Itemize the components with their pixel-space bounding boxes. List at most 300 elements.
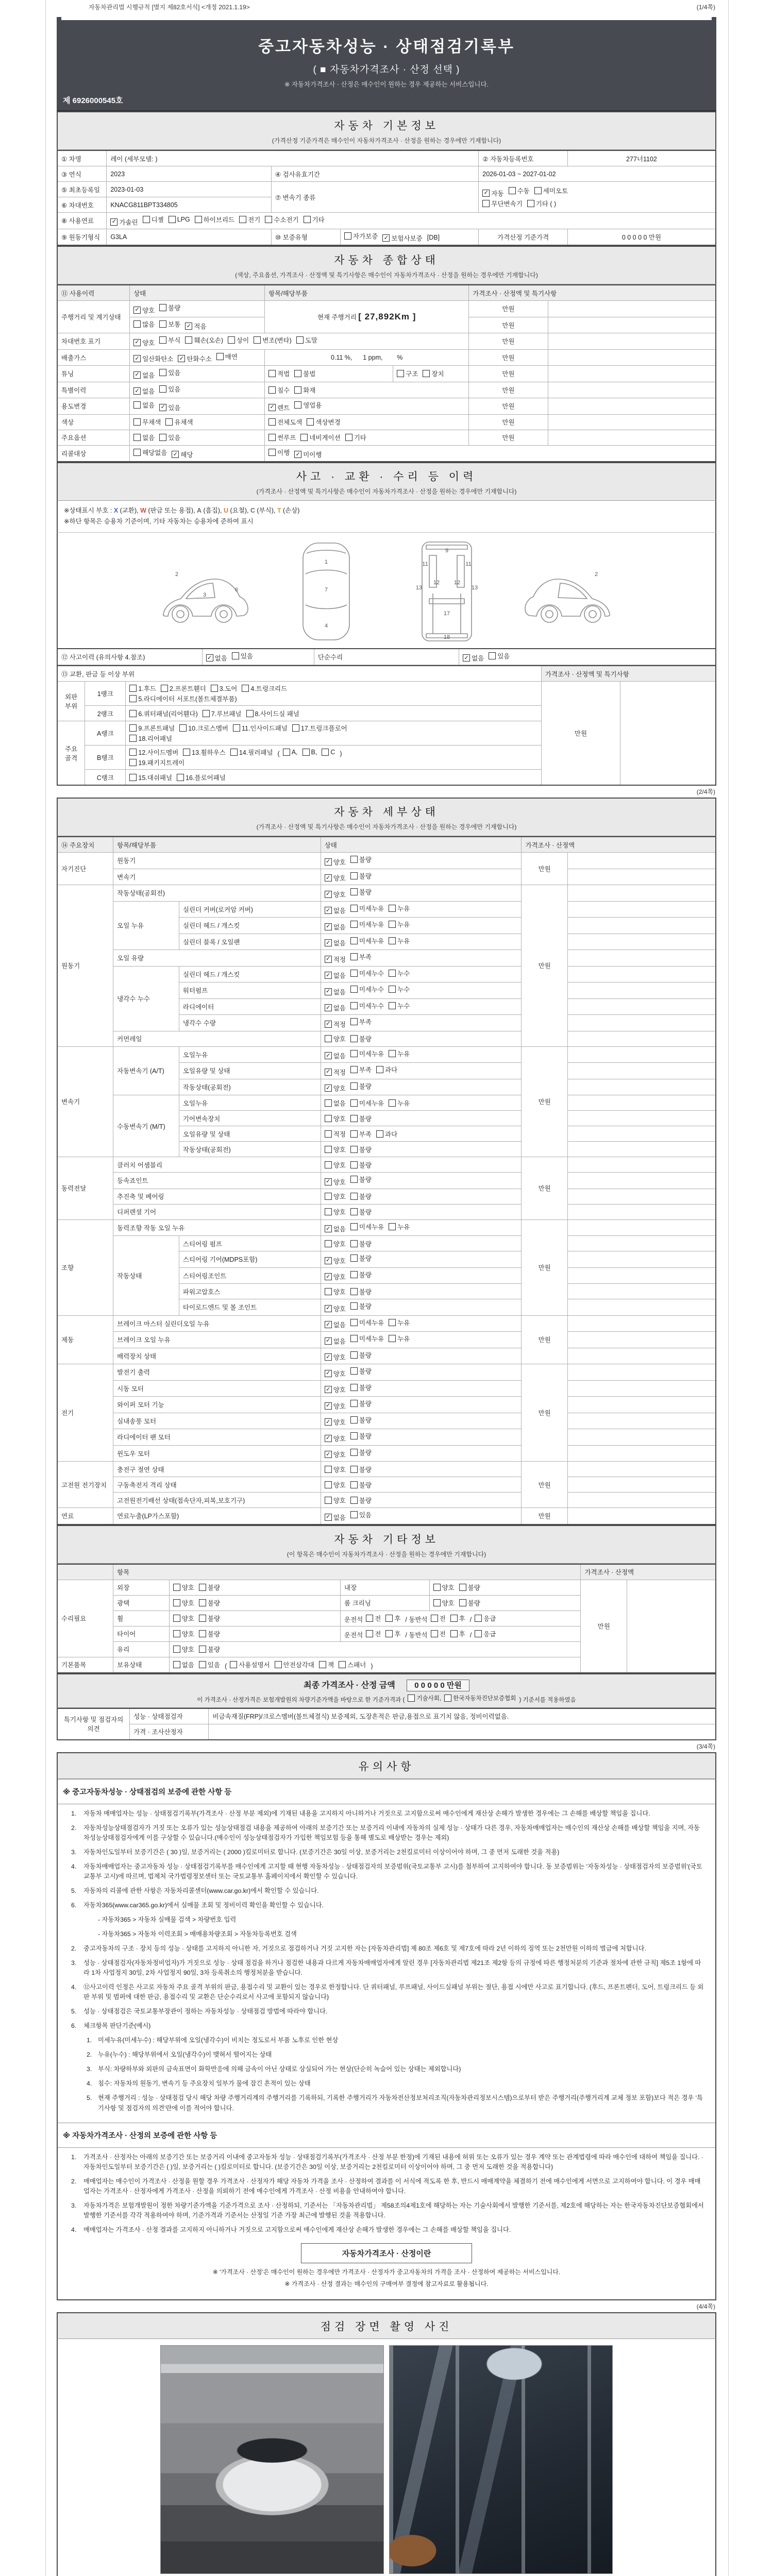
cell-text: 제동: [61, 1336, 74, 1344]
checkbox-label: 과다: [385, 1130, 398, 1138]
checkbox-미세누수[interactable]: [350, 969, 384, 978]
checkbox-없음[interactable]: [325, 971, 346, 980]
checkbox-기타 ( )[interactable]: [527, 199, 556, 208]
checkbox-누유[interactable]: [389, 1222, 410, 1231]
checkbox-불량[interactable]: [199, 1629, 220, 1638]
checkbox-label: 적음: [194, 323, 207, 330]
checkbox-불량[interactable]: [350, 1114, 372, 1123]
checkbox-불량[interactable]: [350, 1145, 372, 1154]
checkbox-label: 누유: [397, 921, 410, 928]
remark-cell: [567, 1173, 716, 1189]
checkbox-부족[interactable]: [350, 1017, 372, 1026]
paragraph-text: 가격조사 · 산정자는 아래의 보증기간 또는 보증거리 이내에 중고자동차 성능 · 상태점검기록부(가격조사 · 산정 부분 한정)에 기재된 내용에 허위 또는 오류가 있는 경우 계약 또는 관계법령에 따라 매수인에 대하여 책임을 집니다. · 자동차인도일부터 보증기간은 ( )일, 보증거리는 ( )킬로미터로 합니다. (보증기간은 30일 이상, 보증거리는 2천킬로미터 이상이어야 하며, 그 중 먼저 도래한 것을 적용합니다): [83, 2153, 703, 2171]
checkbox-해당없음[interactable]: [133, 448, 167, 457]
checkbox-불량[interactable]: [350, 1160, 372, 1170]
checkbox-누유[interactable]: [389, 1049, 410, 1058]
checkbox-누유[interactable]: [389, 1098, 410, 1108]
checkbox-불량[interactable]: [159, 303, 180, 312]
checkbox-응급[interactable]: [475, 1614, 496, 1623]
checkbox-7.루브패널[interactable]: [203, 709, 242, 718]
checkbox-cell: [321, 1284, 522, 1299]
checkbox-cell: [130, 366, 265, 382]
checkbox-누유[interactable]: [389, 904, 410, 913]
checkbox-미세누유[interactable]: [350, 1318, 384, 1327]
checkbox-자동[interactable]: [482, 189, 503, 198]
checkbox-후[interactable]: [385, 1614, 400, 1623]
checkbox-불량[interactable]: [350, 1034, 372, 1043]
checkbox-불량[interactable]: [199, 1598, 220, 1607]
checkbox-적정[interactable]: [325, 1067, 346, 1077]
label-cell: [113, 1580, 170, 1595]
checkbox-탄화수소[interactable]: [178, 354, 211, 363]
checkbox-없음[interactable]: [325, 987, 346, 996]
checkbox-있음[interactable]: [232, 651, 253, 660]
checkbox-기타[interactable]: [345, 433, 366, 442]
checkbox-불량[interactable]: [350, 855, 372, 864]
final-price-value: 0 0 0 0 0 만원: [407, 1680, 469, 1691]
checkbox-전[interactable]: [431, 1614, 446, 1623]
checkbox-수소전기[interactable]: [265, 215, 298, 224]
checkbox-양호[interactable]: [325, 1304, 346, 1313]
checkbox-불량[interactable]: [350, 1253, 372, 1263]
unchecked-box-icon: [232, 652, 239, 659]
checkbox-응급[interactable]: [475, 1629, 496, 1638]
checkbox-1.후드[interactable]: [129, 684, 156, 693]
checkbox-label: 1.후드: [138, 685, 156, 692]
checkbox-디젤[interactable]: [143, 215, 164, 224]
checkbox-미세누유[interactable]: [350, 1098, 384, 1108]
checkbox-하이브리드[interactable]: [195, 215, 234, 224]
checkbox-없음[interactable]: [325, 1320, 346, 1329]
checkbox-양호[interactable]: [325, 1480, 346, 1489]
checkbox-미세누유[interactable]: [350, 904, 384, 913]
cell-text: 원동기: [117, 857, 136, 865]
checkbox-가솔린[interactable]: [110, 217, 138, 227]
cell-text: 기어변속장치: [182, 1115, 221, 1123]
checkbox-자가보증[interactable]: [344, 231, 378, 241]
checkbox-전[interactable]: [366, 1614, 381, 1623]
cell-text: 연료: [61, 1513, 74, 1520]
checkbox-cell: [321, 1299, 522, 1316]
car-view-side-right: [516, 537, 619, 646]
checkbox-불량[interactable]: [350, 1207, 372, 1216]
checkbox-있음[interactable]: [159, 403, 180, 412]
checkbox-있음[interactable]: [159, 433, 180, 442]
value-cell: [113, 1564, 581, 1580]
checkbox-적정[interactable]: [325, 955, 346, 964]
paragraph-text: 자동차인도일부터 보증기간은 ( 30 )일, 보증거리는 ( 2000 )킬로미터로 합니다. (보증기간은 30일 이상, 보증거리는 2천킬로미터 이상이어야 하며, 그 중 먼저 도래한 것을 적용): [83, 1848, 560, 1856]
checkbox-영업용[interactable]: [294, 400, 322, 410]
checkbox-변조(변타)[interactable]: [254, 335, 292, 345]
checkbox-양호[interactable]: [325, 1160, 346, 1170]
checkbox-과다[interactable]: [376, 1129, 397, 1139]
checkbox-불량[interactable]: [199, 1614, 220, 1623]
inline-text: / 동반석: [405, 1631, 428, 1639]
checkbox-불량[interactable]: [350, 1192, 372, 1201]
checkbox-양호[interactable]: [325, 1239, 346, 1248]
checkbox-불량[interactable]: [350, 1175, 372, 1184]
checkbox-cell: [321, 1251, 522, 1268]
checkbox-장치[interactable]: [423, 369, 444, 378]
checkbox-label: 누유: [397, 937, 410, 945]
checkbox-전기[interactable]: [239, 215, 260, 224]
notice-paragraph: [71, 1958, 705, 1978]
checkbox-4.트렁크리드[interactable]: [242, 684, 287, 693]
checkbox-없음[interactable]: [463, 653, 484, 663]
checkbox-불량[interactable]: [350, 1239, 372, 1248]
checkbox-6.쿼터패널(리어휀다)[interactable]: [129, 709, 197, 718]
unchecked-box-icon: [350, 1176, 358, 1183]
checkbox-15.대쉬패널[interactable]: [129, 773, 172, 782]
checkbox-불량[interactable]: [350, 1448, 372, 1457]
checkbox-2.프론트휀더[interactable]: [161, 684, 206, 693]
unchecked-box-icon: [294, 370, 301, 377]
checked-box-icon: ✓: [325, 858, 332, 866]
checkbox-label: 후: [459, 1630, 465, 1638]
checkbox-보험사보증[interactable]: [382, 233, 422, 243]
unchecked-box-icon: [389, 921, 396, 928]
checkbox-불량[interactable]: [350, 1287, 372, 1296]
checkbox-14.필러패널[interactable]: [230, 748, 273, 757]
checkbox-누유[interactable]: [389, 1334, 410, 1343]
checkbox-양호[interactable]: [133, 338, 155, 347]
checkbox-없음[interactable]: [325, 1003, 346, 1012]
checkbox-미세누유[interactable]: [350, 1222, 384, 1231]
unchecked-box-icon: [450, 1630, 458, 1637]
checkbox-적정[interactable]: [325, 1129, 346, 1139]
cell-text: ⑪ 사용이력: [61, 290, 95, 297]
inline-text: /: [469, 1631, 472, 1639]
checkbox-양호[interactable]: [325, 1434, 346, 1443]
checkbox-양호[interactable]: [325, 1256, 346, 1265]
checkbox-없음[interactable]: [325, 1513, 346, 1522]
cell-text: 차대번호 표기: [61, 338, 100, 346]
checkbox-양호[interactable]: [325, 857, 346, 867]
table-row: [57, 1708, 716, 1724]
checkbox-적법[interactable]: [268, 369, 290, 378]
odometer: [265, 301, 469, 333]
checkbox-label: 불량: [359, 1481, 372, 1489]
checkbox-전[interactable]: [366, 1629, 381, 1638]
section-title: 유의사항: [358, 1760, 415, 1773]
remark-cell: [567, 1477, 716, 1493]
checkbox-없음[interactable]: [325, 1051, 346, 1060]
checkbox-부식[interactable]: [159, 335, 180, 345]
checkbox-매연[interactable]: [216, 352, 238, 361]
checkbox-누수[interactable]: [389, 985, 410, 994]
cell-text: 항목/해당부품: [117, 841, 157, 849]
checkbox-화재[interactable]: [294, 385, 315, 395]
checkbox-양호[interactable]: [133, 306, 155, 315]
checkbox-양호[interactable]: [325, 1034, 346, 1043]
unchecked-box-icon: [350, 1255, 358, 1262]
checkbox-유채색[interactable]: [165, 417, 193, 427]
checkbox-있음[interactable]: [199, 1660, 220, 1669]
checkbox-미세누유[interactable]: [350, 1049, 384, 1058]
paragraph-number: 1.: [71, 1809, 77, 1817]
checkbox-기타[interactable]: [304, 215, 325, 224]
accident-history: [202, 649, 314, 665]
checkbox-훼손(오손)[interactable]: [185, 335, 223, 345]
checkbox-label: 양호: [333, 1451, 346, 1459]
checkbox-기술사회,[interactable]: [408, 1694, 441, 1702]
checkbox-양호[interactable]: [325, 1114, 346, 1123]
checkbox-한국자동차진단보증협회[interactable]: [444, 1694, 516, 1702]
checkbox-양호[interactable]: [325, 1272, 346, 1281]
checkbox-없음[interactable]: [325, 922, 346, 931]
checkbox-양호[interactable]: [433, 1598, 455, 1607]
checkbox-cell: [265, 445, 716, 462]
unchecked-box-icon: [509, 187, 516, 194]
remark-cell: [567, 1095, 716, 1111]
checkbox-부족[interactable]: [350, 1129, 372, 1139]
checkbox-없음[interactable]: [325, 938, 346, 947]
checkbox-전[interactable]: [431, 1629, 446, 1638]
checkbox-있음[interactable]: [350, 1510, 372, 1519]
checkbox-양호[interactable]: [325, 1465, 346, 1474]
checkbox-양호[interactable]: [325, 1207, 346, 1216]
checkbox-일산화탄소[interactable]: [133, 354, 173, 363]
checkbox-label: 불량: [359, 856, 372, 863]
cell-text: 유리: [117, 1646, 130, 1653]
checkbox-양호[interactable]: [325, 873, 346, 883]
remark-cell: [567, 1413, 716, 1429]
checkbox-불량[interactable]: [350, 1480, 372, 1489]
checkbox-불량[interactable]: [350, 871, 372, 880]
checkbox-후[interactable]: [385, 1629, 400, 1638]
checkbox-보통[interactable]: [159, 319, 180, 329]
checkbox-불량[interactable]: [350, 1465, 372, 1474]
checkbox-양호[interactable]: [325, 1369, 346, 1378]
checkbox-label: B,: [311, 749, 317, 756]
checkbox-양호[interactable]: [325, 1385, 346, 1394]
checkbox-적음[interactable]: [185, 321, 206, 331]
checkbox-불량[interactable]: [350, 1399, 372, 1408]
checkbox-미세누유[interactable]: [350, 920, 384, 929]
checkbox-무단변속기[interactable]: [482, 199, 522, 208]
checkbox-미세누유[interactable]: [350, 936, 384, 945]
checkbox-과다[interactable]: [376, 1065, 397, 1074]
checkbox-12.사이드멤버[interactable]: [129, 748, 178, 757]
paragraph-text: 매매업자는 매수인이 가격조사 · 산정을 원할 경우 가격조사 · 산정자가 해당 자동차 가격을 조사 · 산정하여 결과를 이 서식에 적도록 한 후, 반드시 매매계약을 체결하기 전에 매수인에게 서면으로 고지하여야 합니다. 이 경우 매매업자는 가격조사 · 산정자에게 가격조사 · 산정을 의뢰하기 전에 매수인에게 가격조사 · 산정 비용을 안내하여야 합니다.: [83, 2177, 701, 2195]
checkbox-없음[interactable]: [325, 1098, 346, 1108]
checkbox-양호[interactable]: [173, 1629, 194, 1638]
checkbox-C[interactable]: [322, 749, 335, 756]
checkbox-양호[interactable]: [325, 1287, 346, 1296]
cell-text: 오일누유: [182, 1051, 208, 1059]
checkbox-A,[interactable]: [283, 749, 298, 756]
unchecked-box-icon: [268, 418, 276, 426]
checkbox-전체도색[interactable]: [268, 417, 302, 427]
checkbox-label: 미세누유: [359, 1223, 384, 1231]
checkbox-양호[interactable]: [325, 890, 346, 899]
checkbox-양호[interactable]: [173, 1598, 194, 1607]
checkbox-없음[interactable]: [133, 433, 155, 442]
checkbox-해당[interactable]: [172, 450, 193, 459]
checkbox-LPG[interactable]: [169, 216, 190, 223]
checkbox-불량[interactable]: [350, 1431, 372, 1440]
checkbox-후[interactable]: [450, 1614, 465, 1623]
checkbox-8.사이드실 패널[interactable]: [246, 709, 299, 718]
checkbox-색상변경[interactable]: [307, 417, 340, 427]
label-cell: [57, 182, 107, 197]
cell-text: 작동상태(공회전): [182, 1146, 231, 1154]
checkbox-불량[interactable]: [350, 1366, 372, 1376]
checkbox-11.인사이드패널[interactable]: [233, 723, 288, 733]
checkbox-양호[interactable]: [325, 1352, 346, 1362]
checkbox-B,[interactable]: [303, 749, 317, 756]
cell-text: 만원: [538, 1481, 551, 1489]
checkbox-불량[interactable]: [350, 1301, 372, 1311]
checkbox-후[interactable]: [450, 1629, 465, 1638]
checkbox-누유[interactable]: [389, 1318, 410, 1327]
checkbox-18.리어패널[interactable]: [129, 734, 172, 743]
checkbox-없음[interactable]: [325, 1336, 346, 1346]
checkbox-10.크로스멤버[interactable]: [179, 723, 228, 733]
checkbox-불량[interactable]: [350, 1081, 372, 1091]
checkbox-양호[interactable]: [325, 1177, 346, 1187]
notice-paragraph: [71, 1823, 705, 1843]
checkbox-양호[interactable]: [325, 1496, 346, 1505]
checkbox-수동[interactable]: [509, 186, 530, 195]
checkbox-양호[interactable]: [325, 1145, 346, 1154]
value-cell: [179, 1079, 321, 1095]
checkbox-없음[interactable]: [133, 400, 155, 410]
checkbox-양호[interactable]: [173, 1645, 194, 1654]
checkbox-도말[interactable]: [296, 335, 317, 345]
checkbox-부족[interactable]: [350, 952, 372, 961]
page-number: (2/4쪽): [696, 788, 715, 795]
checkbox-적정[interactable]: [325, 1020, 346, 1029]
checkbox-미세누수[interactable]: [350, 1001, 384, 1010]
checkbox-미이행[interactable]: [294, 450, 322, 459]
checkbox-안전삼각대[interactable]: [275, 1660, 314, 1669]
checkbox-5.라디에이터 서포트(볼트체결부품)[interactable]: [129, 694, 237, 703]
checkbox-label: 양호: [333, 1435, 346, 1443]
checkbox-없음[interactable]: [173, 1660, 194, 1669]
checkbox-불량[interactable]: [199, 1645, 220, 1654]
checkbox-미세누수[interactable]: [350, 985, 384, 994]
paragraph-text: 부식: 차량하부와 외판의 금속표면이 화학반응에 의해 금속이 아닌 상태로 상실되어 가는 현상(단순히 녹슬어 있는 상태는 제외합니다): [98, 2065, 461, 2073]
unchecked-box-icon: [350, 1035, 358, 1042]
checkbox-9.프론트패널[interactable]: [129, 723, 175, 733]
checkbox-양호[interactable]: [173, 1614, 194, 1623]
checkbox-없음[interactable]: [325, 906, 346, 915]
checkbox-썬루프[interactable]: [268, 433, 296, 442]
panel-number-1: 1: [324, 558, 328, 565]
checkbox-없음[interactable]: [133, 386, 155, 396]
checkbox-있음[interactable]: [159, 384, 180, 394]
checkbox-3.도어[interactable]: [211, 684, 238, 693]
checkbox-미세누유[interactable]: [350, 1334, 384, 1343]
checkbox-구조[interactable]: [397, 369, 418, 378]
cell-text: 튜닝: [61, 370, 74, 378]
paragraph-number: [87, 1915, 98, 1925]
checkbox-세미오토[interactable]: [534, 186, 568, 195]
checkbox-없음[interactable]: [133, 370, 155, 380]
cell-text: ⑩ 보증유형: [275, 233, 308, 241]
remark-cell: [567, 885, 716, 902]
checkbox-있음[interactable]: [489, 651, 510, 660]
checkbox-불량[interactable]: [350, 1496, 372, 1505]
cell-text: ⑦ 변속기 종류: [275, 194, 316, 201]
remark-cell: [567, 1429, 716, 1446]
checkbox-스패너[interactable]: [339, 1660, 366, 1669]
checkbox-불량[interactable]: [350, 1350, 372, 1360]
checkbox-누수[interactable]: [389, 969, 410, 978]
unchecked-box-icon: [177, 774, 184, 781]
label-cell: [57, 1508, 113, 1524]
checkbox-불량[interactable]: [350, 1270, 372, 1279]
checkbox-렌트[interactable]: [268, 403, 290, 412]
checkbox-label: 없음: [333, 1099, 346, 1107]
checkbox-누유[interactable]: [389, 920, 410, 929]
unchecked-box-icon: [199, 1615, 206, 1622]
panel-number-11: 11: [422, 561, 428, 567]
checkbox-누수[interactable]: [389, 1001, 410, 1010]
checkbox-침수[interactable]: [268, 385, 290, 395]
checkbox-label: 미세누유: [359, 905, 384, 912]
checkbox-없음[interactable]: [325, 1224, 346, 1233]
checkbox-17.트렁크플로어[interactable]: [292, 723, 347, 733]
checkbox-양호[interactable]: [325, 1450, 346, 1459]
unchecked-box-icon: [173, 1646, 180, 1653]
checkbox-네비게이션[interactable]: [300, 433, 340, 442]
checkbox-양호[interactable]: [433, 1583, 455, 1592]
value-cell: [469, 333, 548, 350]
checkbox-없음[interactable]: [206, 653, 227, 663]
checkbox-양호[interactable]: [325, 1083, 346, 1093]
checkbox-불량[interactable]: [459, 1598, 480, 1607]
checkbox-label: 양호: [442, 1584, 455, 1591]
checkbox-잭[interactable]: [319, 1660, 334, 1669]
emission-values: [265, 349, 469, 366]
checkbox-13.휠하우스[interactable]: [183, 748, 226, 757]
checkbox-있음[interactable]: [159, 368, 180, 377]
cell-text: 만원: [538, 962, 551, 970]
checkbox-상이[interactable]: [228, 335, 249, 345]
paragraph-text: 매매업자는 가격조사 · 산정 결과를 고지하지 아니하거나 거짓으로 고지함으로써 매수인에게 재산상 손해가 발생한 경우에는 그 손해를 배상할 책임을 집니다.: [83, 2226, 511, 2233]
checkbox-불법[interactable]: [294, 369, 315, 378]
unchecked-box-icon: [350, 1351, 358, 1359]
checkbox-불량[interactable]: [199, 1583, 220, 1592]
checkbox-무채색[interactable]: [133, 417, 161, 427]
checkbox-불량[interactable]: [350, 887, 372, 896]
checkbox-cell: [321, 1219, 522, 1236]
checkbox-많음[interactable]: [133, 319, 155, 329]
cell-text: [ 27,892Km ]: [358, 312, 416, 321]
checkbox-양호[interactable]: [325, 1417, 346, 1427]
checkbox-누유[interactable]: [389, 936, 410, 945]
checkbox-불량[interactable]: [350, 1383, 372, 1392]
cell-text: 커먼레일: [117, 1036, 142, 1043]
checkbox-양호[interactable]: [325, 1401, 346, 1411]
checkbox-불량[interactable]: [350, 1415, 372, 1425]
value-cell: [113, 1493, 321, 1508]
checkbox-이행[interactable]: [268, 448, 290, 457]
checkbox-부족[interactable]: [350, 1065, 372, 1074]
checkbox-label: 썬루프: [277, 434, 296, 442]
label-cell: [57, 229, 107, 245]
checkbox-사용설명서[interactable]: [230, 1660, 270, 1669]
checkbox-양호[interactable]: [325, 1192, 346, 1201]
checkbox-불량[interactable]: [459, 1583, 480, 1592]
checkbox-19.패키지트레이[interactable]: [129, 758, 184, 767]
checkbox-양호[interactable]: [173, 1583, 194, 1592]
checkbox-16.플로어패널[interactable]: [177, 773, 226, 782]
checked-box-icon: ✓: [325, 1451, 332, 1458]
unchecked-box-icon: [325, 1466, 332, 1473]
